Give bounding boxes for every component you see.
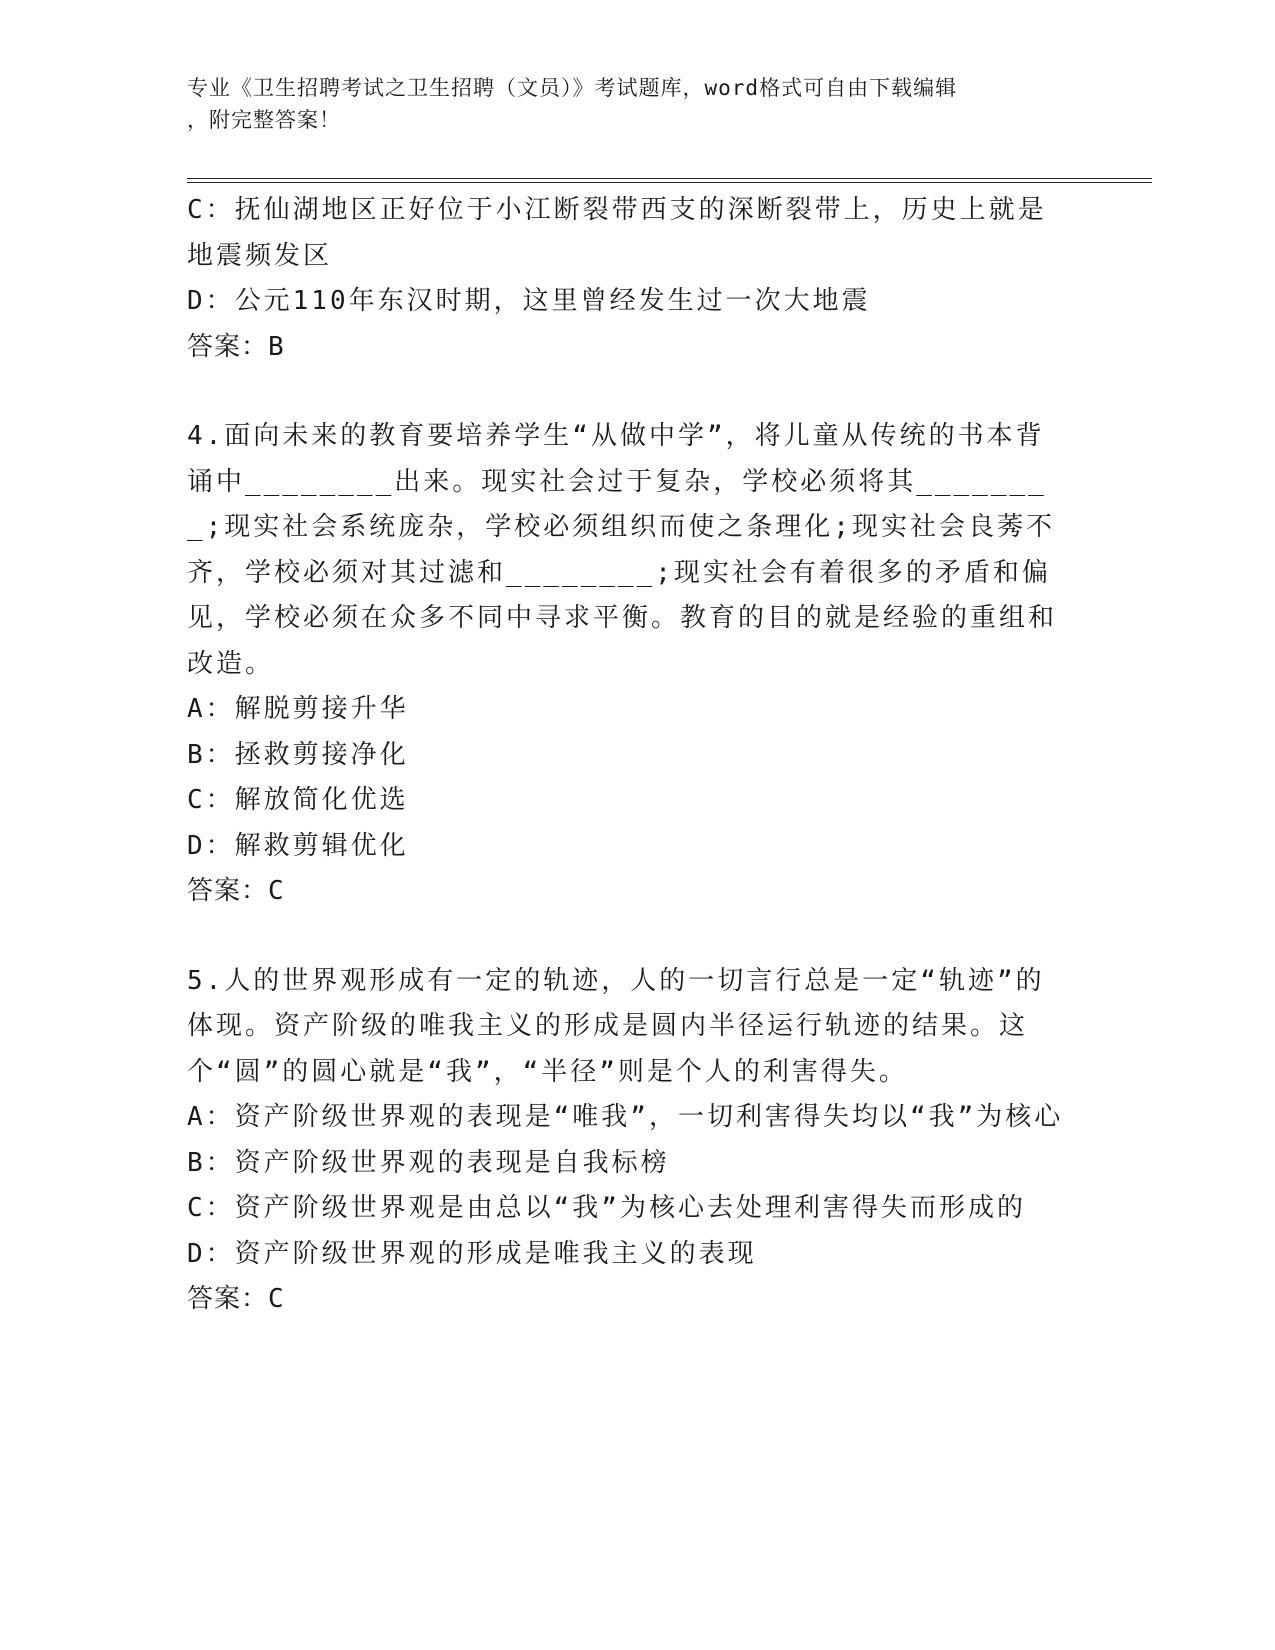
q4-stem: 4.面向未来的教育要培养学生“从做中学”，将儿童从传统的书本背诵中________出来。现实社会过于复杂，学校必须将其________;现实社会系统庞杂，学校必须组织而使之条理化;现实社会良莠不齐，学校必须对其过滤和________;现实社会有着很多的矛盾和偏见，学校必须在众多不同中寻求平衡。教育的目的就是经验的重组和改造。 — [187, 421, 1058, 679]
q5-answer: 答案：C — [187, 1284, 285, 1314]
spacer — [187, 915, 1072, 959]
q4-answer: 答案：C — [187, 876, 285, 906]
q5-stem: 5.人的世界观形成有一定的轨迹，人的一切言行总是一定“轨迹”的体现。资产阶级的唯我主义的形成是圆内半径运行轨迹的结果。这个“圆”的圆心就是“我”，“半径”则是个人的利害得失。 — [187, 965, 1045, 1087]
q3-answer: 答案：B — [187, 331, 285, 362]
q5-option-c: C：资产阶级世界观是由总以“我”为核心去处理利害得失而形成的 — [187, 1193, 1026, 1223]
document-header — [187, 72, 1067, 136]
q4-option-c: C：解放简化优选 — [187, 785, 409, 815]
q5-option-a: A：资产阶级世界观的表现是“唯我”，一切利害得失均以“我”为核心 — [187, 1102, 1064, 1132]
spacer — [187, 370, 1072, 414]
q3-option-d: D：公元110年东汉时期，这里曾经发生过一次大地震 — [187, 286, 871, 316]
q5-option-d: D：资产阶级世界观的形成是唯我主义的表现 — [187, 1238, 757, 1269]
q4-option-d: D：解救剪辑优化 — [187, 830, 409, 861]
q3-option-c: C：抚仙湖地区正好位于小江断裂带西支的深断裂带上，历史上就是地震频发区 — [187, 195, 1047, 271]
header-line-1: 专业《卫生招聘考试之卫生招聘（文员）》考试题库，word格式可自由下载编辑 — [187, 76, 958, 100]
header-double-rule — [187, 178, 1152, 183]
question-content — [187, 188, 1072, 1323]
q4-option-a: A：解脱剪接升华 — [187, 694, 409, 724]
q4-option-b: B：拯救剪接净化 — [187, 739, 409, 770]
header-line-2: ，附完整答案！ — [187, 108, 341, 132]
q5-option-b: B：资产阶级世界观的表现是自我标榜 — [187, 1147, 670, 1178]
